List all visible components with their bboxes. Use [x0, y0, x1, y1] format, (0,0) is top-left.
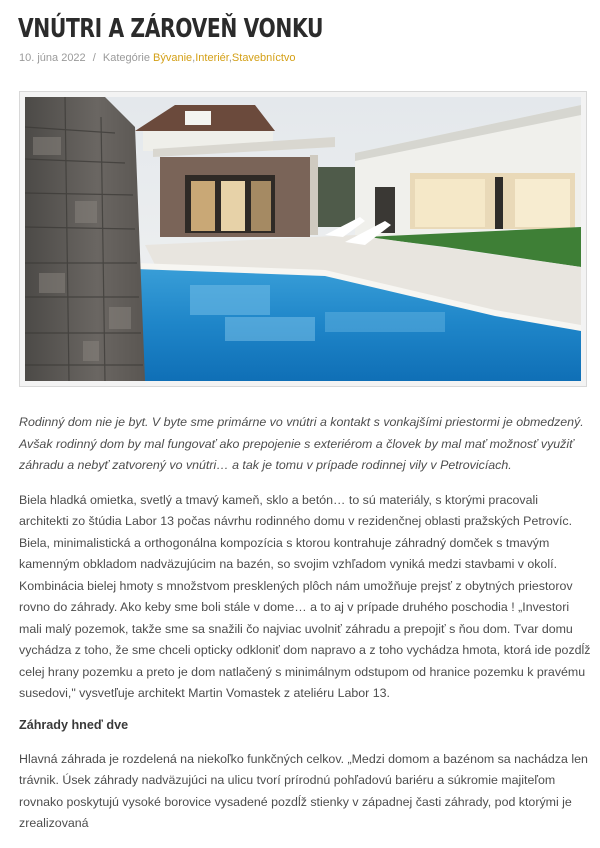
villa-pool-photo	[25, 97, 581, 381]
category-link-stavebnictvo[interactable]: Stavebníctvo	[231, 52, 296, 64]
section-heading: Záhrady hneď dve	[19, 717, 129, 732]
post-title: VNÚTRI A ZÁROVEŇ VONKU	[18, 14, 324, 44]
meta-separator: /	[92, 52, 96, 64]
article-intro: Rodinný dom nie je byt. V byte sme primárne vo vnútri a kontakt s vonkajšími priestormi je obmedzený. Avšak rodinný dom by mal fungovať ako prepojenie s exteriérom a človek by mal mať možnosť využiť záhradu a nebyť zatvorený vo vnútri… a tak je tomu v prípade rodinnej vily v Petrovicíach.	[19, 415, 584, 472]
category-joiner: ,	[192, 52, 196, 64]
article-paragraph: Hlavná záhrada je rozdelená na niekoľko funkčných celkov. „Medzi domom a bazénom sa nachádza len trávnik. Úsek záhrady nadväzujúci na ulicu tvorí prírodnú pohľadovú bariéru a súkromie majiteľom rovnako poskytujú vysoké borovice vysadené pozdĺž stienky v západnej časti záhrady, pod ktorými je zrealizovaná	[19, 751, 588, 830]
featured-image[interactable]	[19, 91, 587, 387]
category-prefix: Kategórie	[102, 52, 150, 64]
category-joiner: ,	[228, 52, 232, 64]
category-link-interier[interactable]: Interiér	[195, 52, 229, 64]
post-date: 10. júna 2022	[19, 52, 86, 64]
post-meta	[19, 52, 296, 64]
article-paragraph: Biela hladká omietka, svetlý a tmavý kameň, sklo a betón… to sú materiály, s ktorými pracovali architekti zo štúdia Labor 13 počas návrhu rodinného domu v rezidenčnej oblasti pražských Petrovíc. Biela, minimalistická a orthogonálna kompozícia s ktorou kontrahuje záhradný domček s tmavým kamenným obkladom nadväzujúcim na bazén, so svojim vzhľadom vyniká medzi stavbami v okolí. Kombinácia bielej hmoty s množstvom presklených plôch nám umožňuje prejsť z obytných priestorov rovno do záhrady. Ako keby sme boli stále v dome… a to aj v prípade druhého poschodia ! „Investori mali malý pozemok, takže sme sa snažili čo najviac uvolniť záhradu a prepojiť s ňou dom. Tvar domu vychádza z toho, že sme chceli opticky odkloniť dom napravo a z toho vychádza hmota, ktorá ide pozdĺž celej hrany pozemku a preto je dom natlačený s minimálnym odstupom od hranice pozemku k pravému susedovi," vysvetľuje architekt Martin Vomastek z ateliéru Labor 13.	[19, 492, 591, 700]
category-link-byvanie[interactable]: Bývanie	[153, 52, 193, 64]
article-body	[19, 412, 591, 848]
